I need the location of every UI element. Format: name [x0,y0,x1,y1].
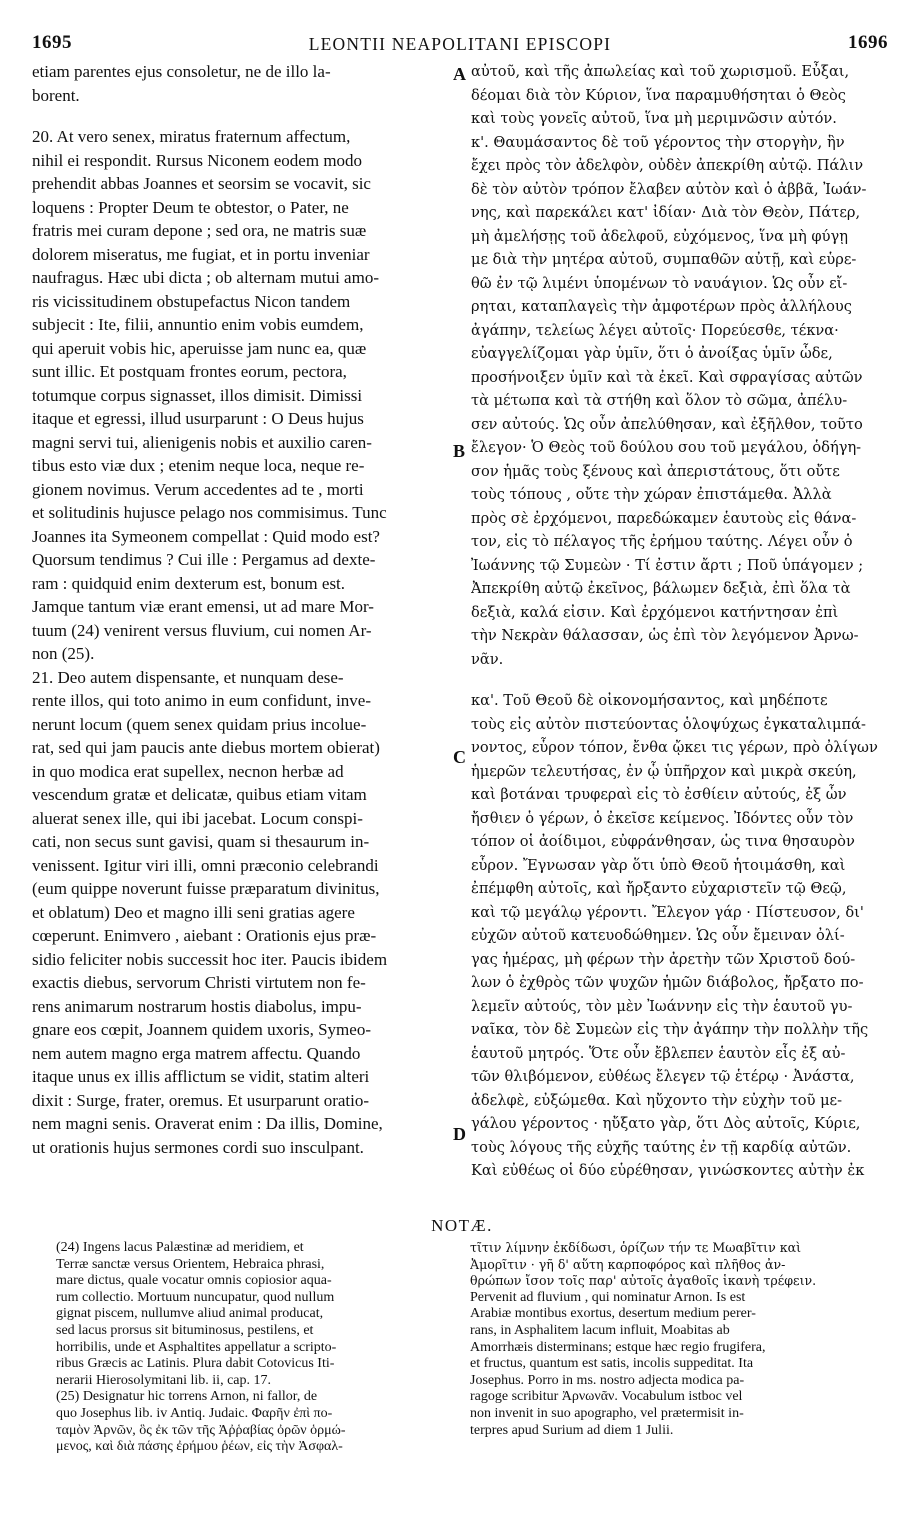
text-line: νᾶν. [471,650,504,668]
text-line: τὰ μέτωπα καὶ τὰ στήθη καὶ ὅλον τὸ σῶμα, ἀπέλυ- [471,392,848,409]
text-line: λεμεῖν αὐτούς, τὸν μὲν Ἰωάννην εἰς τὴν ἑαυτοῦ γυ- [471,997,853,1015]
text-line: rans, in Asphalitem lacum influit, Moabitas ab [470,1322,730,1338]
text-line: ναῖκα, τὸν δὲ Συμεὼν εἰς τὴν ἀγάπην τὴν πολλὴν τῆς [471,1021,869,1038]
text-line: καὶ βοτάναι τρυφεραὶ εἰς τὸ ἐσθίειν αὐτούς, ἐξ ὧν [471,786,847,803]
text-line: cœperunt. Enimvero , aiebant : Orationis ejus præ- [32,926,377,945]
text-line: (24) Ingens lacus Palæstinæ ad meridiem, et [56,1240,304,1255]
text-line: Arabiæ montibus exortus, desertum medium perer- [470,1306,756,1322]
text-line: nerunt locum (quem senex quidam prius incolue- [32,714,367,734]
text-line: ἔχει πρὸς τὸν ἀδελφὸν, οὐδὲν ἀπεκρίθη αὐτῷ. Πάλιν [471,157,864,174]
text-line: δέομαι διὰ τὸν Κύριον, ἵνα παραμυθήσηται ὁ Θεὸς [471,86,846,104]
text-line: tibus esto viæ dux ; etenim neque loca, neque re- [32,456,365,475]
text-line: τοὺς λόγους τῆς εὐχῆς ταύτης ἐν τῇ καρδίᾳ αὐτῶν. [471,1138,852,1156]
text-line: non invenit in suo apographo, vel prætermisit in- [470,1405,744,1421]
text-line: fratris mei curam depone ; sed ora, ne matris suæ [32,221,367,240]
text-line: θῶ ἐν τῷ λιμένι ὑπομένων τὸ ναυάγιον. Ὡς οὖν εἴ- [471,274,848,292]
text-line: Jamque tantum viæ erant emensi, ut ad mare Mor- [32,597,374,616]
text-line: ταμὸν Ἀρνῶν, ὃς ἐκ τῶν τῆς Ἀῤῥαβίας ὀρῶν ὁρμώ- [56,1422,346,1438]
text-line: aluerat senex ille, qui ibi jacebat. Locum conspi- [32,808,363,828]
text-line: θρώπων ἴσον τοῖς παρ' αὐτοῖς ἀγαθοῖς ἱκανὴ τρέφειν. [470,1273,817,1289]
latin-paragraph-21 [32,666,450,1160]
text-line: Pervenit ad fluvium , qui nominatur Arnon. Is est [470,1289,746,1305]
text-line: terpres apud Surium ad diem 1 Julii. [470,1422,674,1438]
text-line: et oblatum) Deo et magno illi seni gratias agere [32,902,355,922]
text-line: nem magni senis. Oraverat enim : Da illis, Domine, [32,1114,383,1133]
text-line: prehendit abbas Joannes et seorsim se vocavit, sic [32,174,371,193]
text-line: dolorem miseratus, me fugiat, et in portu inveniar [32,244,370,264]
text-line: ut orationis hujus sermones cordi suo insculpant. [32,1137,364,1157]
text-line: 20. At vero senex, miratus fraternum affectum, [32,127,351,146]
text-line: εὐχῶν αὐτοῦ κατευοδώθημεν. Ὡς οὖν ἔμειναν ὀλί- [471,927,845,944]
text-line: gnare eos cœpit, Joannem quidem uxoris, Symeo- [32,1020,371,1039]
text-line: naufragus. Hæc ubi dicta ; ob alternam mutui amo- [32,268,379,287]
text-line: rat, sed qui jam paucis ante diebus mortem obierat) [32,738,380,757]
text-line: nem autem magno erga matrem affectu. Quando [32,1043,361,1063]
greek-intro [471,60,889,131]
text-line: ἔλεγον· Ὁ Θεὸς τοῦ δούλου σου τοῦ μεγάλου, ὁδήγη- [471,439,862,456]
text-line: qui aperuit vobis hic, aperuisse jam nunc ea, quæ [32,338,367,358]
text-line: 21. Deo autem dispensante, et nunquam dese- [32,667,344,687]
page-number-right: 1696 [848,32,888,53]
text-line: nihil ei respondit. Rursus Niconem eodem modo [32,150,363,170]
text-line: et solitudinis hujusce pelago nos commisimus. Tunc [32,503,387,522]
greek-column [471,60,889,1183]
text-line: μενος, καὶ διὰ πάσης ἐρήμου ῥέων, εἰς τὴν Ἀσφαλ- [56,1439,343,1455]
text-line: mare dictus, quale vocatur omnis copiosior aqua- [56,1273,332,1289]
text-line: (25) Designatur hic torrens Arnon, ni fallor, de [56,1389,318,1405]
text-line: ρηται, καταπλαγεὶς τὴν ἀμφοτέρων πρὸς ἀλλήλους [471,298,852,315]
text-line: Quorsum tendimus ? Cui ille : Pergamus ad dexte- [32,550,376,569]
text-line: dixit : Surge, frater, oremus. Et usurparunt oratio- [32,1090,370,1110]
text-line: νης, καὶ παρεκάλει κατ' ἰδίαν· Διὰ τὸν Θεὸν, Πάτερ, [471,204,861,221]
text-line: τὴν Νεκρὰν θάλασσαν, ὡς ἐπὶ τὸν λεγόμενον Ἀρνω- [471,627,859,644]
text-line: με διὰ τὴν μητέρα αὐτοῦ, συμπαθῶν αὐτῇ, καὶ εὑρε- [471,251,857,268]
text-line: καὶ τοὺς γονεῖς αὐτοῦ, ἵνα μὴ μεριμνῶσιν αὐτόν. [471,110,837,127]
text-line: horribilis, unde et Asphaltites appellatur a scripto- [56,1339,337,1355]
text-line: et fructus, quantum est satis, incolis suppeditat. Ita [470,1356,754,1372]
latin-intro [32,60,450,107]
text-line: rens animarum nostrarum hostis diabolus, impu- [32,996,362,1016]
text-line: tuum (24) venirent versus fluvium, cui nomen Ar- [32,620,372,640]
text-line: δὲ τὸν αὐτὸν τρόπον ἔλαβεν αὐτὸν καὶ ὁ ἀββᾶ, Ἰωάν- [471,180,867,198]
notes-right-column [470,1240,890,1439]
text-line: borent. [32,85,80,105]
text-line: quo Josephus lib. iv Antiq. Judaic. Φαρῆν ἐπὶ πο- [56,1405,333,1421]
text-line: ἡμερῶν τελευτήσας, ἐν ᾧ ὑπῆρχον καὶ μικρὰ σκεύη, [471,762,857,780]
latin-column [32,60,450,1159]
text-line: vescendum gratæ et delicatæ, quibus etiam vitam [32,785,367,804]
text-line: ἀδελφὲ, εὐξώμεθα. Καὶ ηὔχοντο τὴν εὐχὴν τοῦ με- [471,1091,843,1109]
text-line: ἤσθιεν ὁ γέρων, ὁ ἐκεῖσε κείμενος. Ἰδόντες οὖν τὸν [471,809,854,827]
text-line: τοὺς τόπους , οὔτε τὴν χώραν ἐπιστάμεθα. Ἀλλὰ [471,486,832,503]
margin-marker-c: C [453,747,466,767]
text-line: ris vicissitudinem obstupefactus Nicon tandem [32,291,351,311]
text-line: κα'. Τοῦ Θεοῦ δὲ οἰκονομήσαντος, καὶ μηδέποτε [471,692,828,709]
running-header [32,32,888,58]
page-number-left: 1695 [32,32,72,53]
text-line: μὴ ἀμελήσῃς τοῦ ἀδελφοῦ, εὐχόμενος, ἵνα μὴ φύγῃ [471,227,848,245]
text-line: sed lacus prorsus sit bituminosus, pestilens, et [56,1322,314,1338]
text-line: rum collectio. Mortuum nuncupatur, quod nullum [56,1289,335,1305]
text-line: non (25). [32,644,95,663]
text-line: exactis diebus, servorum Christi virtutem non fe- [32,973,366,992]
latin-paragraph-20 [32,125,450,666]
text-line: τῖτιν λίμνην ἐκδίδωσι, ὁρίζων τήν τε Μωαβῖτιν καὶ [470,1240,802,1255]
text-line: nerarii Hierosolymitani lib. ii, cap. 17. [56,1372,272,1388]
text-line: Ἀπεκρίθη αὐτῷ ἐκεῖνος, βάλωμεν δεξιὰ, ἐπὶ ὅλα τὰ [471,580,851,597]
margin-marker-d: D [453,1124,466,1144]
margin-marker-a: A [453,64,466,84]
greek-paragraph-k [471,131,889,672]
text-line: totumque corpus signasset, illos dimisit. Dimissi [32,385,363,405]
text-line: ἑαυτοῦ μητρός. Ὅτε οὖν ἔβλεπεν ἑαυτὸν εἷς ἐξ αὐ- [471,1044,846,1062]
text-line: loquens : Propter Deum te obtestor, o Pater, ne [32,197,349,217]
text-line: magni servi tui, alienigenis nobis et auxilio caren- [32,432,372,452]
text-line: rente illos, qui toto animo in eum confidunt, inve- [32,691,371,710]
text-line: Joannes ita Symeonem compellat : Quid modo est? [32,526,380,546]
text-line: ragoge scribitur Ἀρνωνᾶν. Vocabulum istboc vel [470,1389,743,1405]
text-line: αὐτοῦ, καὶ τῆς ἀπωλείας καὶ τοῦ χωρισμοῦ. Εὖξαι, [471,63,850,80]
text-line: sidio feliciter nobis successit hoc iter. Paucis ibidem [32,949,388,969]
text-line: gionem novimus. Verum accedentes ad te , morti [32,479,364,499]
text-line: Josephus. Porro in ms. nostro adjecta modica pa- [470,1372,745,1388]
text-line: σεν αὐτούς. Ὡς οὖν ἀπελύθησαν, καὶ ἐξῆλθον, τοῦτο [471,415,863,433]
text-line: γάλου γέροντος · ηὔξατο γὰρ, ὅτι Δὸς αὐτοῖς, Κύριε, [471,1115,861,1132]
text-line: Καὶ εὐθέως οἱ δύο εὑρέθησαν, γινώσκοντες αὐτὴν ἐκ [471,1162,865,1179]
text-line: τον, εἰς τὸ πέλαγος τῆς ἐρήμου ταύτης. Λέγει οὖν ὁ [471,533,853,550]
text-line: ribus Græcis ac Latinis. Plura dabit Cotovicus Iti- [56,1356,335,1372]
notes-left-column [56,1240,456,1456]
greek-paragraph-ka [471,689,889,1183]
text-line: πρὸς σὲ ἐρχόμενοι, παρεδώκαμεν ἑαυτοὺς εἰς θάνα- [471,509,857,527]
running-title: LEONTII NEAPOLITANI EPISCOPI [308,34,612,54]
text-line: Terræ sanctæ versus Orientem, Hebraica phrasi, [56,1256,325,1272]
text-line: subjecit : Ite, filii, annuntio enim vobis eumdem, [32,315,364,334]
text-line: καὶ τῷ μεγάλῳ γέροντι. Ἔλεγον γάρ · Πίστευσον, δι' [471,903,864,921]
text-line: Ἀμορῖτιν · γῆ δ' αὕτη καρποφόρος καὶ πλῆθος ἀν- [470,1256,786,1272]
text-line: itaque et egressi, illud usurparunt : O Deus hujus [32,409,364,428]
text-line: itaque unus ex illis afflictum se vidit, statim alteri [32,1067,370,1086]
notes-title: NOTÆ. [431,1216,493,1235]
margin-marker-b: B [453,441,466,461]
text-line: λων ὁ ἐχθρὸς τῶν ψυχῶν ἡμῶν διάβολος, ἤρξατο πο- [471,974,864,991]
text-line: (eum quippe noverunt fuisse præparatum divinitus, [32,879,380,898]
text-line: gignat piscem, nullumve aliud animal producat, [56,1306,324,1322]
text-line: εὗρον. Ἔγνωσαν γὰρ ὅτι ὑπὸ Θεοῦ ἡτοιμάσθη, καὶ [471,856,846,874]
text-line: cati, non secus sunt gavisi, quam si thesaurum in- [32,832,370,851]
text-line: ram : quidquid enim dexterum est, bonum est. [32,573,346,593]
text-line: sunt illic. Et postquam frontes eorum, pectora, [32,362,347,381]
text-line: προσήνοιξεν ὑμῖν καὶ τὰ ἐκεῖ. Καὶ σφραγίσας αὐτῶν [471,368,863,386]
text-line: τόπον οἱ ἀοίδιμοι, εὐφράνθησαν, ὡς τινα θησαυρὸν [471,833,855,850]
text-line: Amorrhæis disterminans; estque hæc regio frugifera, [470,1339,766,1355]
text-line: τῶν θλιβόμενον, εὐθέως ἔλεγεν τῷ ἑτέρῳ · Ἀνάστα, [471,1068,855,1085]
text-line: ἐπέμφθη αὐτοῖς, καὶ ἤρξαντο εὐχαριστεῖν τῷ Θεῷ, [471,880,847,897]
text-line: ἀγάπην, τελείως λέγει αὐτοῖς· Πορεύεσθε, τέκνα· [471,321,839,339]
text-line: in quo modica erat supellex, necnon herbæ ad [32,761,344,781]
text-line: etiam parentes ejus consoletur, ne de illo la- [32,62,331,81]
text-line: νοντος, εὗρον τόπον, ἔνθα ᾤκει τις γέρων, πρὸ ὀλίγων [471,739,878,756]
text-line: δεξιὰ, καλά εἰσιν. Καὶ ἐρχόμενοι κατήντησαν ἐπὶ [471,603,839,621]
text-line: γας ἡμέρας, μὴ φέρων τὴν ἀρετὴν τῶν Χριστοῦ δού- [471,950,856,968]
text-line: κ'. Θαυμάσαντος δὲ τοῦ γέροντος τὴν στοργὴν, ἣν [471,133,845,151]
text-line: Ἰωάννης τῷ Συμεὼν · Τί ἐστιν ἄρτι ; Ποῦ ὑπάγομεν ; [471,556,864,574]
text-line: εὐαγγελίζομαι γὰρ ὑμῖν, ὅτι ὁ ἀνοίξας ὑμῖν ὧδε, [471,345,833,362]
text-line: σον ἡμᾶς τοὺς ξένους καὶ ἀπεριστάτους, ὅτι οὔτε [471,462,840,480]
text-line: τοὺς εἰς αὐτὸν πιστεύοντας ὁλοψύχως ἐγκαταλιμπά- [471,715,866,733]
text-line: venissent. Igitur viri illi, omni præconio celebrandi [32,855,379,875]
